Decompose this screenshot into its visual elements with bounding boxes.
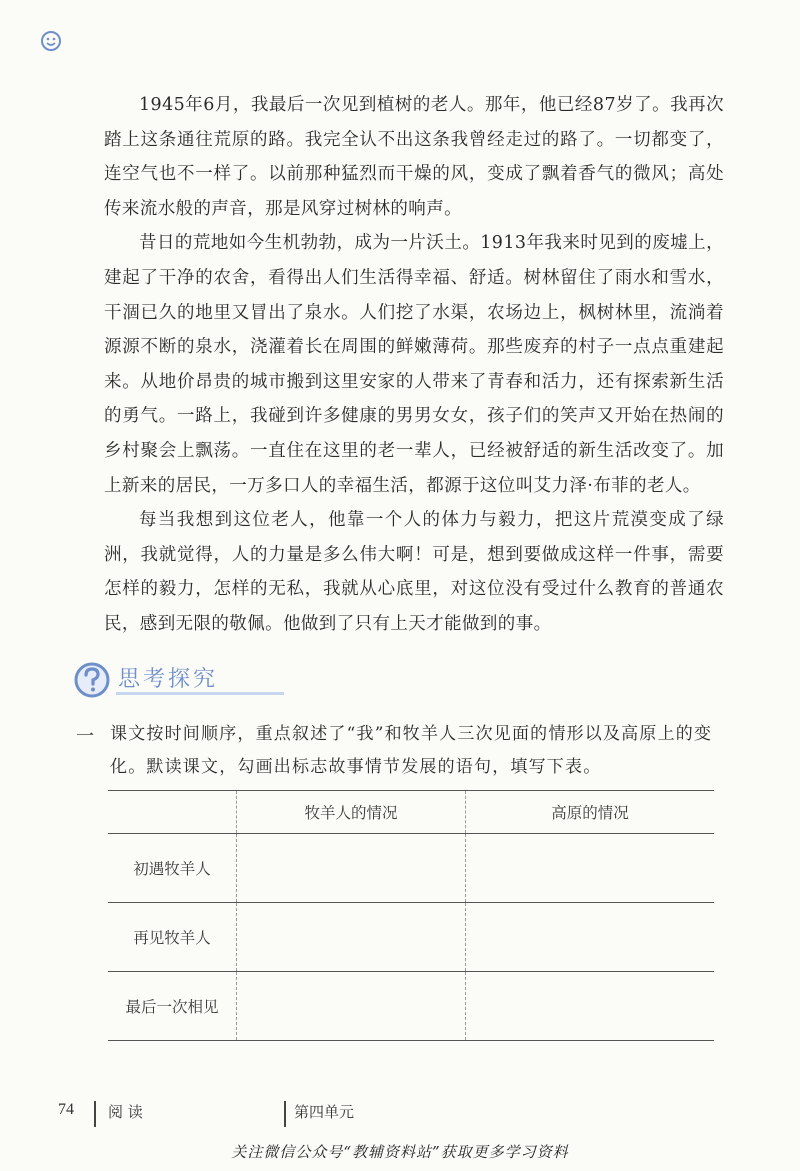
paragraph: 每当我想到这位老人，他靠一个人的体力与毅力，把这片荒漠变成了绿洲，我就觉得，人的力量是多么伟大啊！可是，想到要做成这样一件事，需要怎样的毅力，怎样的无私，我就从心底里，对这位没有受过什么教育的普通农民，感到无限的敬佩。他做到了只有上天才能做到的事。 [104,510,724,634]
reading-passage [104,88,724,642]
question-text: 课文按时间顺序，重点叙述了“我”和牧羊人三次见面的情形以及高原上的变化。默读课文，勾画出标志故事情节发展的语句，填写下表。 [110,724,713,777]
table-header-row [108,791,714,834]
plateau-cell[interactable] [466,903,715,972]
plateau-cell[interactable] [466,972,715,1041]
paragraph: 昔日的荒地如今生机勃勃，成为一片沃土。1913年我来时见到的废墟上，建起了干净的农舍，看得出人们生活得幸福、舒适。树林留住了雨水和雪水，干涸已久的地里又冒出了泉水。人们挖了水渠，农场边上，枫树林里，流淌着源源不断的泉水，浇灌着长在周围的鲜嫩薄荷。那些废弃的村子一点点重建起来。从地价昂贵的城市搬到这里安家的人带来了青春和活力，还有探索新生活的勇气。一路上，我碰到许多健康的男男女女，孩子们的笑声又开始在热闹的乡村聚会上飘荡。一直住在这里的老一辈人，已经被舒适的新生活改变了。加上新来的居民，一万多口人的幸福生活，都源于这位叫艾力泽·布菲的老人。 [104,233,724,496]
watermark-text: 关注微信公众号“教辅资料站”获取更多学习资料 [231,1143,569,1161]
table-header-cell: 高原的情况 [466,791,715,834]
row-label: 初遇牧羊人 [108,834,237,903]
table-header-cell: 牧羊人的情况 [237,791,466,834]
footer-divider [284,1101,286,1127]
question-number: 一 [76,726,94,747]
footer-section: 阅 读 [108,1103,143,1121]
shepherd-cell[interactable] [237,834,466,903]
shepherd-cell[interactable] [237,903,466,972]
section-title: 思考探究 [118,667,219,692]
table-row [108,834,714,903]
question-icon [72,660,112,700]
table-header-cell [108,791,237,834]
section-underline [116,692,284,695]
row-label: 再见牧羊人 [108,903,237,972]
table-row [108,972,714,1041]
section-header [72,660,272,700]
footer-divider [94,1101,96,1127]
page-number: 74 [58,1101,74,1118]
footer-unit: 第四单元 [294,1103,355,1121]
plateau-cell[interactable] [466,834,715,903]
shepherd-cell[interactable] [237,972,466,1041]
smiley-icon [40,30,62,52]
row-label: 最后一次相见 [108,972,237,1041]
table-row [108,903,714,972]
paragraph: 1945年6月，我最后一次见到植树的老人。那年，他已经87岁了。我再次踏上这条通往荒原的路。我完全认不出这条我曾经走过的路了。一切都变了，连空气也不一样了。以前那种猛烈而干燥的风，变成了飘着香气的微风；高处传来流水般的声音，那是风穿过树林的响声。 [104,95,724,219]
answer-table [108,790,714,1041]
